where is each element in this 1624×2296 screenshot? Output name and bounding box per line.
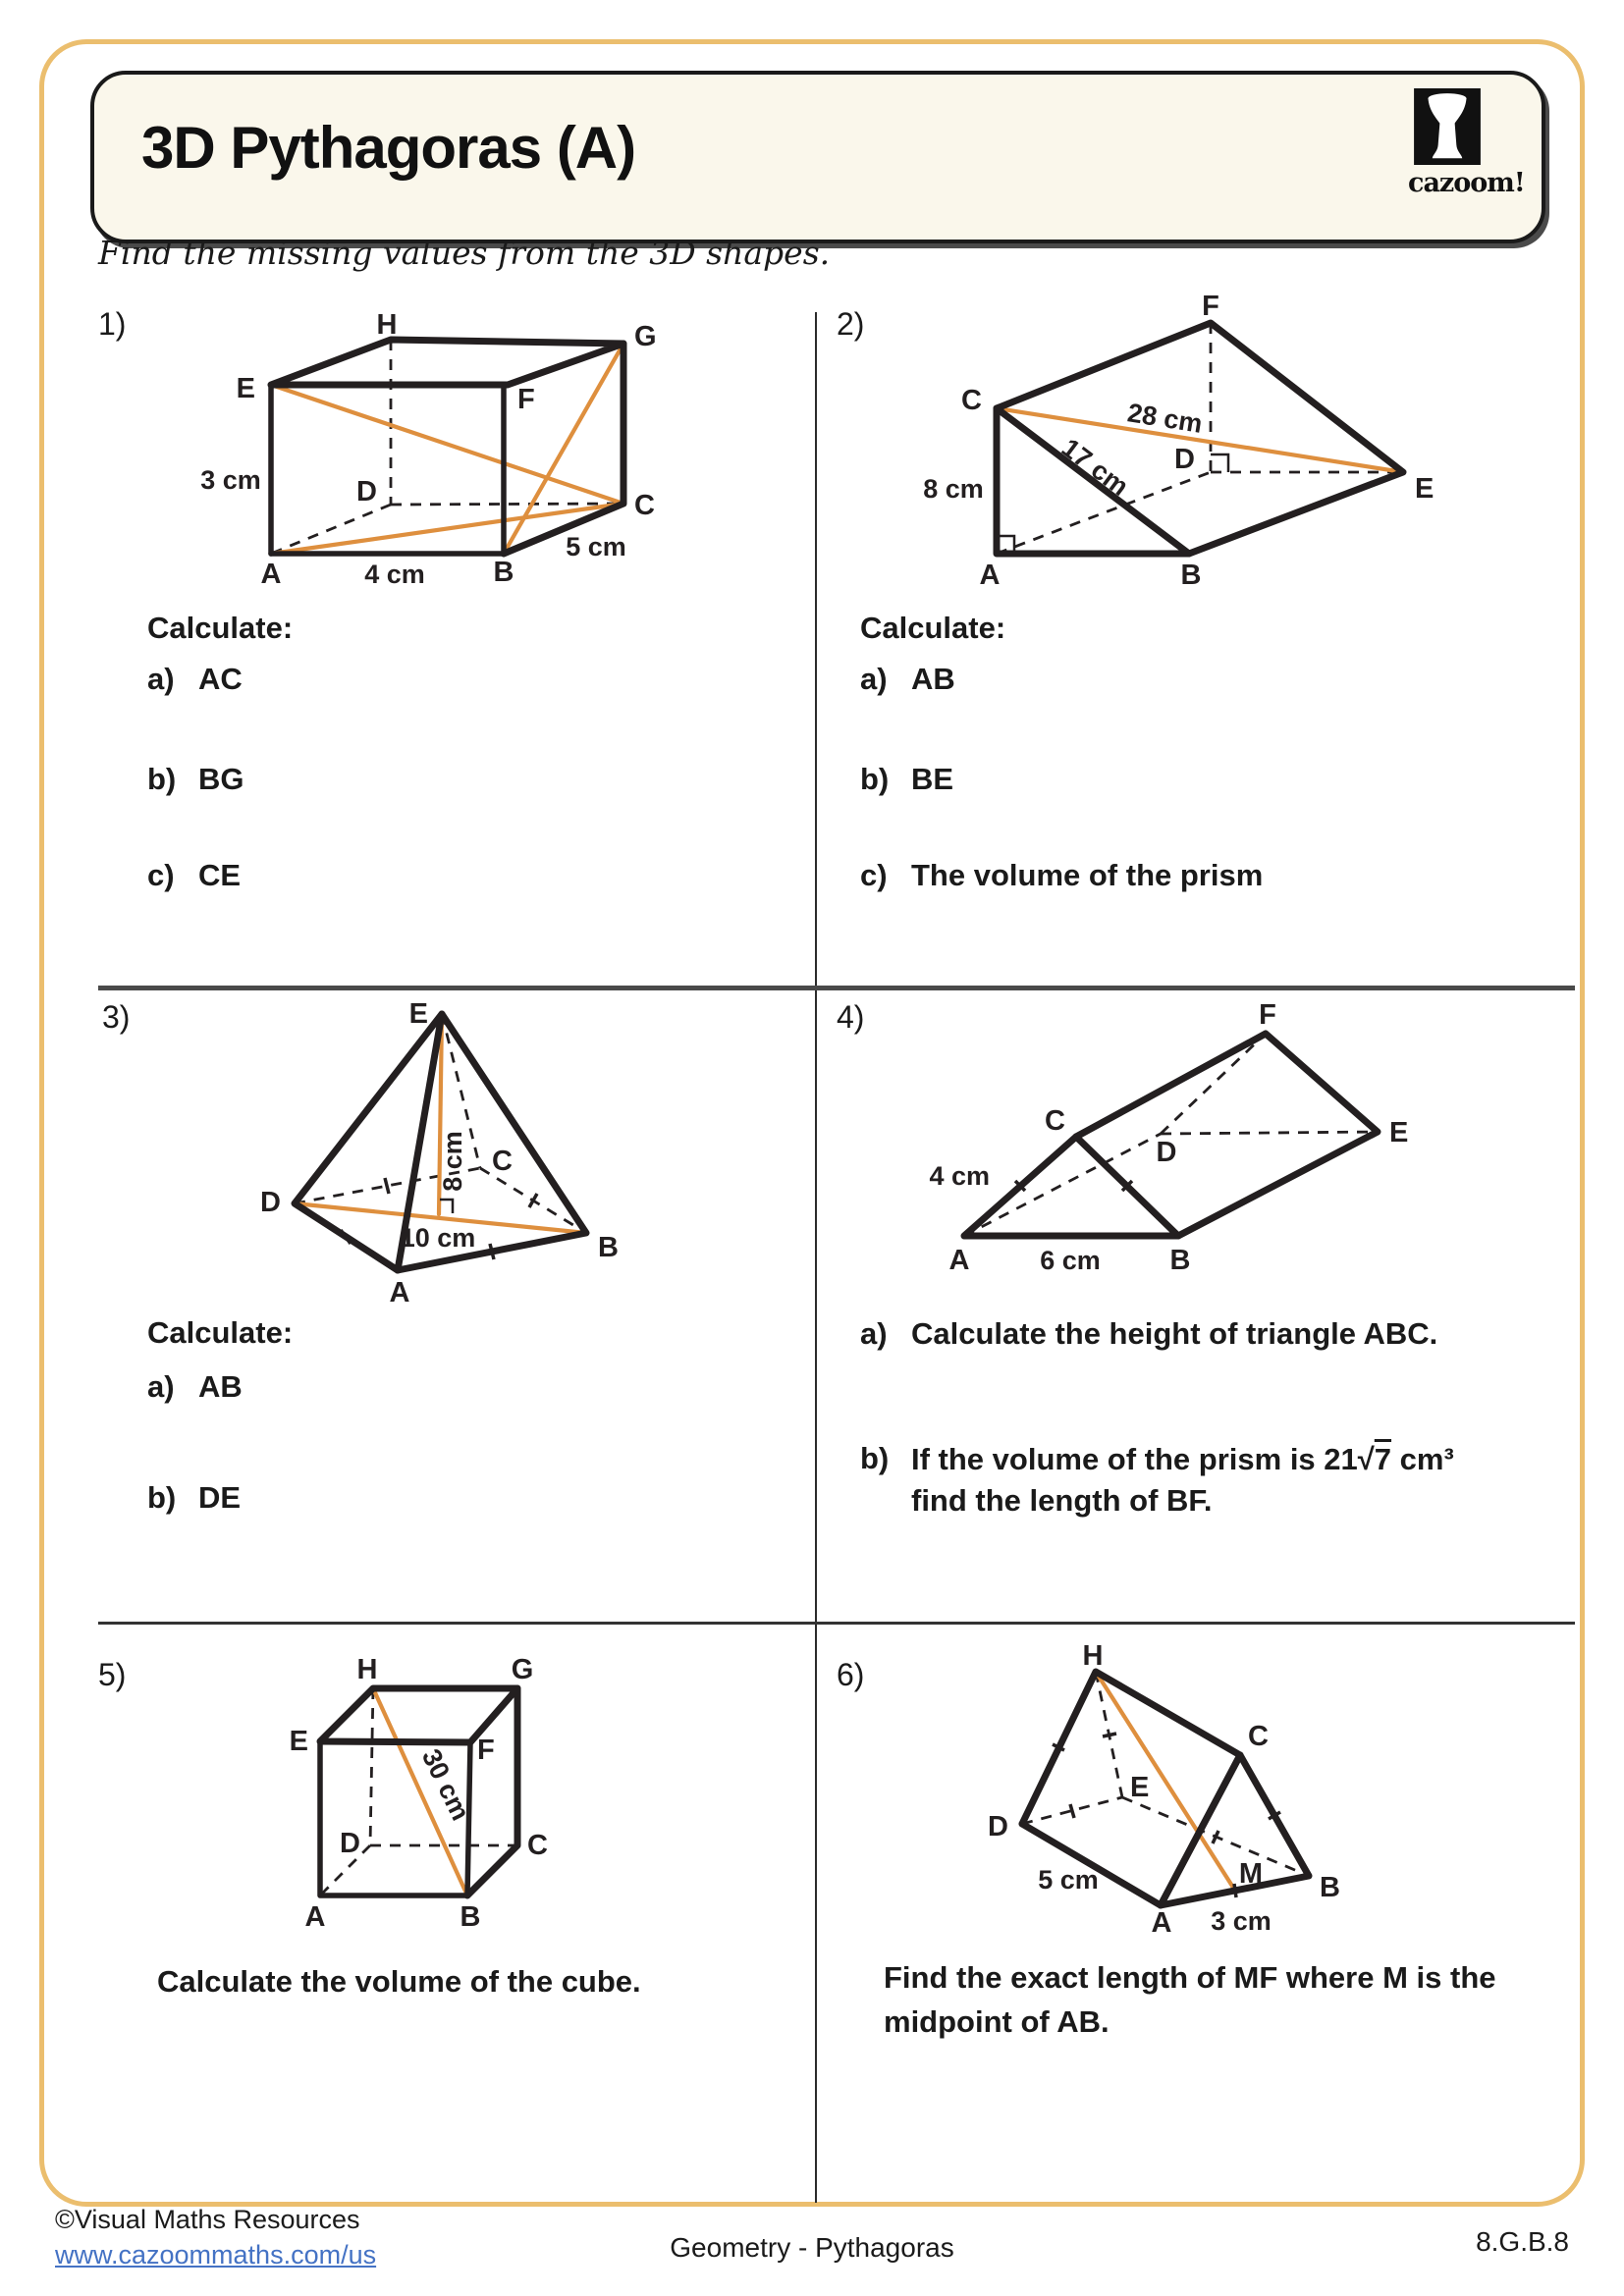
- dimension-label: 30 cm: [415, 1744, 476, 1826]
- vertex-label: C: [492, 1146, 513, 1177]
- problem-4-text: [860, 1314, 1489, 1522]
- logo-wordmark: cazoom!: [1408, 168, 1525, 198]
- vertex-label: C: [1248, 1721, 1269, 1752]
- problem-2-diagram: [825, 290, 1542, 599]
- vertex-label: F: [1259, 999, 1276, 1031]
- cazoom-logo: [1408, 88, 1525, 198]
- copyright-text: ©Visual Maths Resources: [55, 2205, 360, 2234]
- vertex-label: A: [979, 560, 1001, 591]
- vertex-label: D: [1174, 444, 1195, 475]
- problem-item: c) The volume of the prism: [860, 858, 1264, 892]
- problem-4-number: 4): [837, 999, 865, 1035]
- vertex-label: B: [460, 1901, 481, 1933]
- problem-1-number: 1): [98, 306, 127, 342]
- vertex-label: A: [260, 559, 282, 590]
- vertex-label: B: [1320, 1872, 1340, 1903]
- dimension-label: 6 cm: [1040, 1246, 1101, 1275]
- column-divider: [815, 312, 817, 2203]
- vertex-label: F: [477, 1735, 495, 1766]
- calculate-prompt: Calculate:: [147, 1315, 294, 1350]
- vertex-label: E: [1415, 473, 1435, 505]
- dimension-label: 5 cm: [566, 532, 626, 561]
- problem-item: a) AC: [147, 662, 243, 696]
- vertex-label: M: [1238, 1858, 1264, 1890]
- dimension-label: 4 cm: [364, 560, 425, 589]
- solid-edges: [271, 340, 623, 554]
- vertex-label: E: [1130, 1772, 1150, 1803]
- vertex-label: D: [988, 1811, 1008, 1842]
- footer-standard-code: 8.G.B.8: [1476, 2226, 1569, 2257]
- dimension-label: 3 cm: [200, 465, 261, 495]
- radical-sign: √: [1357, 1442, 1375, 1476]
- vertex-label: E: [408, 998, 428, 1030]
- vertex-label: H: [376, 309, 398, 341]
- vertex-label: F: [517, 384, 535, 415]
- vertex-label: D: [1156, 1137, 1177, 1168]
- vertex-label: C: [527, 1830, 548, 1861]
- dimension-label: 8 cm: [923, 474, 984, 504]
- vertex-label: H: [1082, 1640, 1104, 1672]
- problem-1-diagram: [88, 294, 687, 609]
- problem-5-number: 5): [98, 1657, 127, 1692]
- vertex-label: C: [961, 385, 982, 416]
- vertex-label: G: [634, 321, 657, 352]
- header-box: [90, 71, 1545, 243]
- problem-2-number: 2): [837, 306, 865, 342]
- footer-topic: Geometry - Pythagoras: [670, 2232, 954, 2263]
- tick-marks: [1015, 1181, 1132, 1191]
- vertex-label: G: [511, 1654, 534, 1685]
- problem-item: b) If the volume of the prism is 21√7 cm³ find the length of BF.: [860, 1439, 1489, 1522]
- dimension-label: 8 cm: [438, 1131, 467, 1192]
- problem-6-number: 6): [837, 1657, 865, 1692]
- vertex-label: E: [289, 1726, 308, 1757]
- dimension-label: 17 cm: [1056, 432, 1135, 502]
- vertex-label: A: [304, 1901, 326, 1933]
- row-divider-1: [98, 986, 1575, 990]
- vertex-label: B: [598, 1232, 619, 1263]
- accent-diagonals: [1096, 1672, 1235, 1891]
- problem-6-diagram: [923, 1640, 1394, 1944]
- page-title: 3D Pythagoras (A): [141, 115, 636, 181]
- problem-3-text: [147, 1315, 293, 1518]
- problem-5-caption: Calculate the volume of the cube.: [157, 1964, 641, 1999]
- dimension-label: 4 cm: [929, 1161, 990, 1191]
- vertex-label: D: [260, 1187, 281, 1218]
- vertex-label: C: [634, 490, 655, 521]
- dimension-label: 5 cm: [1038, 1865, 1099, 1895]
- volume-statement: If the volume of the prism is 21√7 cm³ find the length of BF.: [911, 1442, 1454, 1518]
- calculate-prompt: Calculate:: [147, 611, 294, 645]
- vertex-label: E: [236, 373, 255, 404]
- vertex-label: A: [1151, 1907, 1172, 1939]
- problem-item: a) Calculate the height of triangle ABC.: [860, 1316, 1438, 1351]
- problem-3-diagram: [108, 991, 668, 1315]
- problem-2-text: [860, 611, 1263, 895]
- drum-icon: [1414, 88, 1481, 170]
- hidden-edges: [271, 340, 623, 554]
- vertex-label: E: [1389, 1117, 1409, 1148]
- dimension-label: 28 cm: [1125, 398, 1205, 439]
- dimension-label: 10 cm: [400, 1223, 476, 1253]
- calculate-prompt: Calculate:: [860, 611, 1006, 645]
- problem-item: c) CE: [147, 858, 242, 892]
- problem-item: b) BE: [860, 762, 954, 796]
- problem-6-caption: Find the exact length of MF where M is the midpoint of AB.: [884, 1960, 1496, 2039]
- vertex-label: H: [356, 1654, 378, 1685]
- cazoom-link[interactable]: www.cazoommaths.com/us: [55, 2240, 377, 2269]
- vertex-label: F: [1202, 291, 1219, 322]
- problem-5-diagram: [245, 1654, 569, 1939]
- vertex-label: B: [493, 557, 514, 588]
- problem-item: b) BG: [147, 762, 244, 796]
- vertex-label: D: [340, 1828, 360, 1859]
- problem-1-text: [147, 611, 293, 895]
- problem-3-number: 3): [102, 999, 131, 1035]
- vertex-label: A: [389, 1277, 410, 1308]
- right-angle-marks: [440, 1200, 453, 1213]
- dimension-label: 3 cm: [1211, 1906, 1272, 1936]
- problem-item: a) AB: [147, 1369, 243, 1404]
- problem-4-diagram: [830, 996, 1463, 1281]
- row-divider-2: [98, 1622, 1575, 1625]
- vertex-label: C: [1045, 1105, 1065, 1137]
- vertex-label: B: [1180, 560, 1202, 591]
- problem-item: b) DE: [147, 1480, 242, 1515]
- vertex-label: B: [1169, 1245, 1191, 1276]
- vertex-label: A: [948, 1245, 970, 1276]
- hidden-edges: [964, 1034, 1378, 1236]
- worksheet-instruction: Find the missing values from the 3D shapes.: [98, 234, 831, 272]
- vertex-label: D: [356, 476, 377, 507]
- problem-item: a) AB: [860, 662, 955, 696]
